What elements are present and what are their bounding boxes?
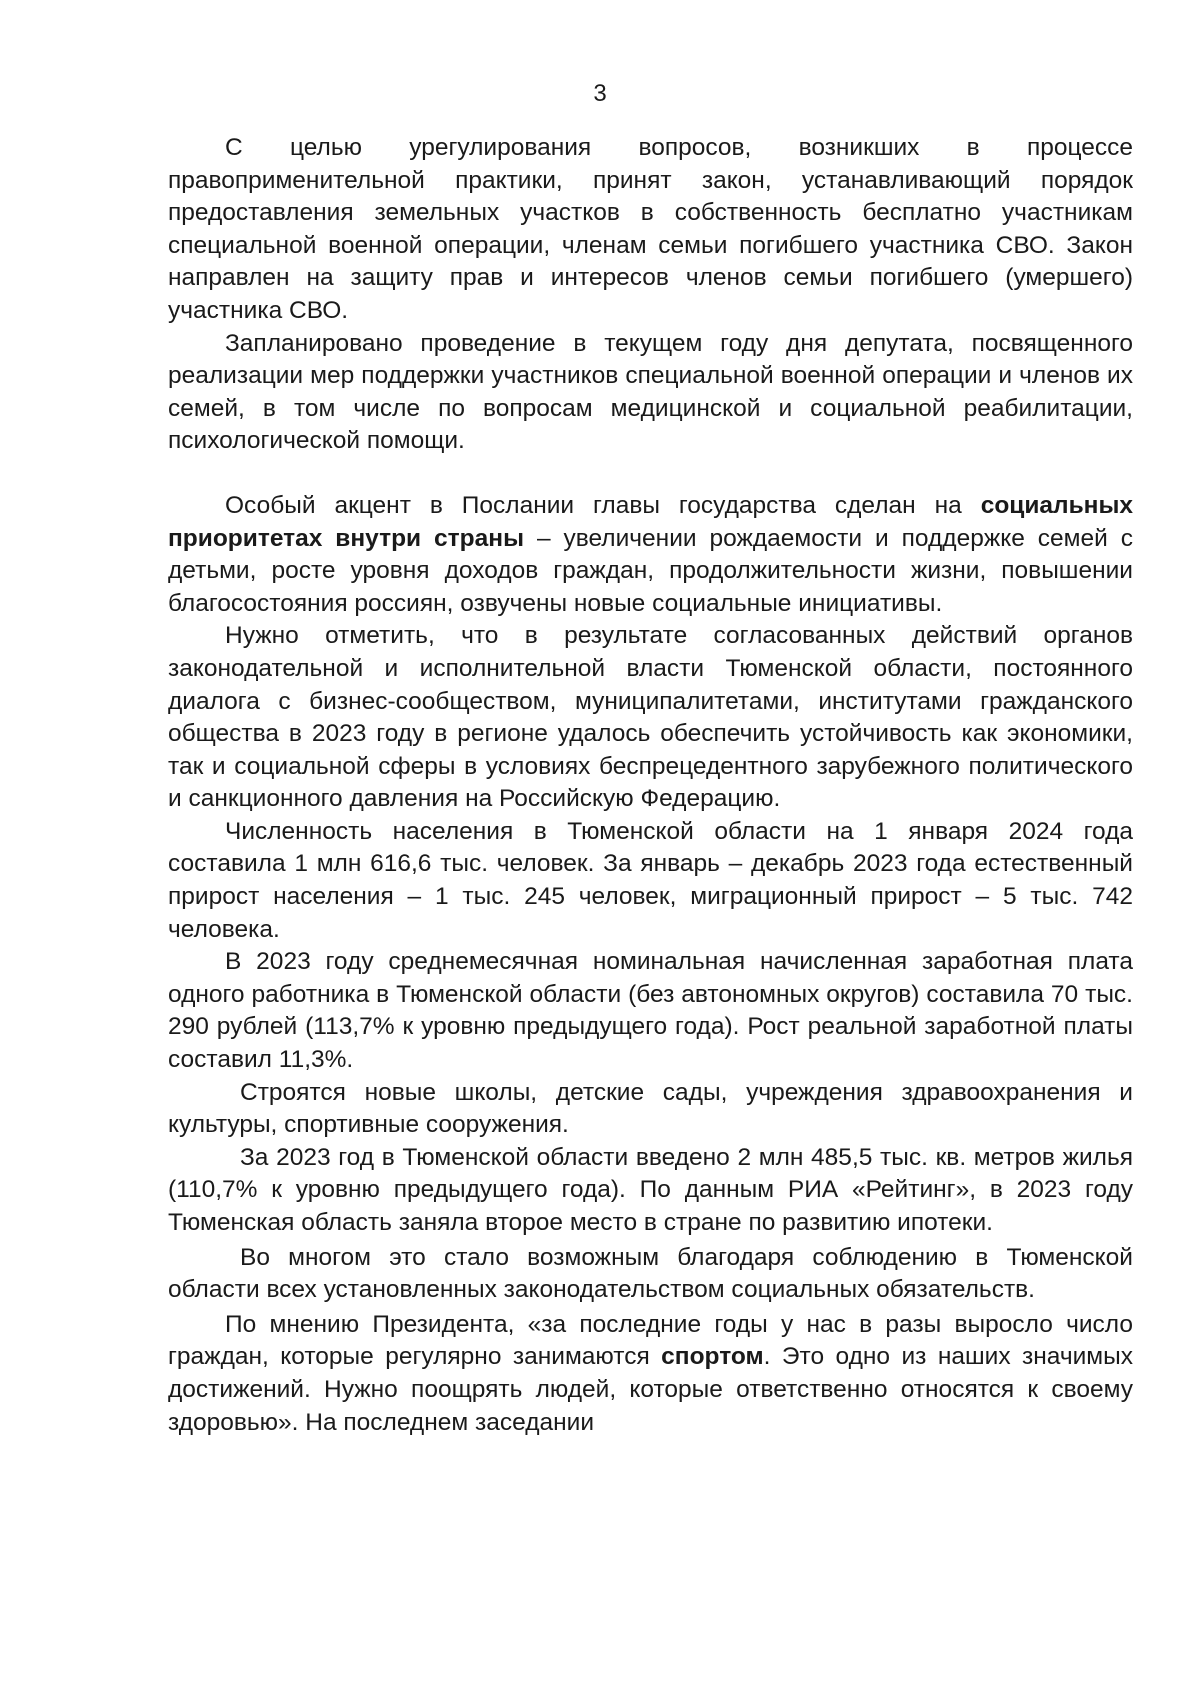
paragraph-construction: Строятся новые школы, детские сады, учреждения здравоохранения и культуры, спортивные сооружения. [168,1078,1133,1139]
paragraph-sport-end: . Это одно из наших значимых достижений. Нужно поощрять людей, которые ответственно относятся к своему здоровью». На последнем заседании [168,1343,1134,1436]
paragraph-sport-bold: спортом [661,1343,764,1371]
paragraph-deputy-day: Запланировано проведение в текущем году дня депутата, посвященного реализации мер поддержки участников специальной военной операции и членов их семей, в том числе по вопросам медицинской и социальной реабилитации, психологической помощи. [168,329,1133,455]
page-number: 3 [593,80,607,107]
paragraph-sport [168,1309,1133,1439]
paragraph-wages: В 2023 году среднемесячная номинальная начисленная заработная плата одного работника в Тюменской области (без автономных округов) составила 70 тыс. 290 рублей (113,7% к уровню предыдущего года). Рост реальной заработной платы составил 11,3%. [168,948,1133,1074]
paragraph-social-priorities-bold: социальных приоритетах внутри страны [168,491,1133,552]
paragraph-region-stability: Нужно отметить, что в результате согласованных действий органов законодательной и исполнительной власти Тюменской области, постоянного диалога с бизнес-сообществом, муниципалитетами, институтами гражданского общества в 2023 году в регионе удалось обеспечить устойчивость как экономики, так и социальной сферы в условиях беспрецедентного зарубежного политического и санкционного давления на Российскую Федерацию. [168,622,1133,813]
paragraph-social-obligations: Во многом это стало возможным благодаря соблюдению в Тюменской области всех установленных законодательством социальных обязательств. [168,1243,1133,1304]
paragraph-land-plots-law: С целью урегулирования вопросов, возникших в процессе правоприменительной практики, принят закон, устанавливающий порядок предоставления земельных участков в собственность бесплатно участникам специальной военной операции, членам семьи погибшего участника СВО. Закон направлен на защиту прав и интересов членов семьи погибшего (умершего) участника СВО. [168,134,1133,324]
paragraph-sport-start: По мнению Президента, «за последние годы у нас в разы выросло число граждан, которые регулярно занимаются [168,1310,1133,1371]
paragraph-social-priorities-start: Особый акцент в Послании главы государства сделан на [225,491,981,519]
paragraph-social-priorities-end: – увеличении рождаемости и поддержке семей с детьми, росте уровня доходов граждан, продолжительности жизни, повышении благосостояния россиян, озвучены новые социальные инициативы. [168,524,1133,617]
document-body [168,132,1133,1439]
paragraph-population: Численность населения в Тюменской области на 1 января 2024 года составила 1 млн 616,6 тыс. человек. За январь – декабрь 2023 года естественный прирост населения – 1 тыс. 245 человек, миграционный прирост – 5 тыс. 742 человека. [168,817,1133,943]
paragraph-housing: За 2023 год в Тюменской области введено 2 млн 485,5 тыс. кв. метров жилья (110,7% к уровню предыдущего года). По данным РИА «Рейтинг», в 2023 году Тюменская область заняла второе место в стране по развитию ипотеки. [168,1143,1133,1236]
paragraph-social-priorities [168,490,1133,620]
